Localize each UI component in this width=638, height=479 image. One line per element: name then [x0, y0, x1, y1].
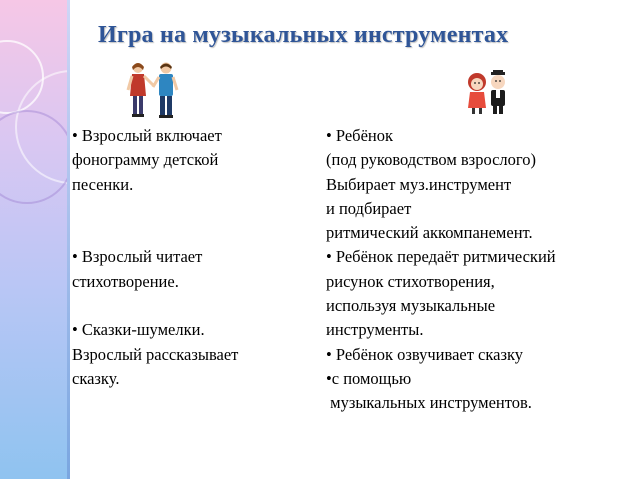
right-line: инструменты.	[326, 320, 424, 340]
right-line: Выбирает муз.инструмент	[326, 174, 512, 194]
left-line: стихотворение.	[72, 271, 179, 291]
decorative-ring	[0, 110, 70, 204]
right-line: • Ребёнок озвучивает сказку	[326, 344, 524, 364]
adult-couple-illustration	[120, 60, 190, 120]
left-line: сказку.	[72, 368, 120, 388]
right-line: (под руководством взрослого)	[326, 150, 537, 170]
right-line: рисунок стихотворения,	[326, 271, 495, 291]
adult-actions-column	[72, 124, 312, 391]
slide-title: Игра на музыкальных инструментах	[98, 22, 509, 48]
right-line: •с помощью	[326, 368, 412, 388]
right-line: используя музыкальные	[326, 296, 496, 316]
spacer	[72, 221, 312, 245]
left-line: Взрослый рассказывает	[72, 344, 239, 364]
spacer	[72, 197, 312, 221]
left-line: • Взрослый читает	[72, 247, 203, 267]
left-line: песенки.	[72, 174, 134, 194]
left-line: • Взрослый включает	[72, 126, 222, 145]
left-line: фонограмму детской	[72, 150, 219, 170]
right-line: и подбирает	[326, 198, 412, 218]
left-line: • Сказки-шумелки.	[72, 320, 205, 340]
right-line: • Ребёнок	[326, 126, 393, 145]
right-line: • Ребёнок передаёт ритмический	[326, 247, 556, 267]
right-line: музыкальных инструментов.	[326, 393, 532, 413]
children-couple-illustration	[462, 70, 512, 116]
right-line: ритмический аккомпанемент.	[326, 223, 533, 243]
decorative-side-band	[0, 0, 70, 479]
spacer	[72, 294, 312, 318]
child-actions-column	[326, 124, 636, 416]
